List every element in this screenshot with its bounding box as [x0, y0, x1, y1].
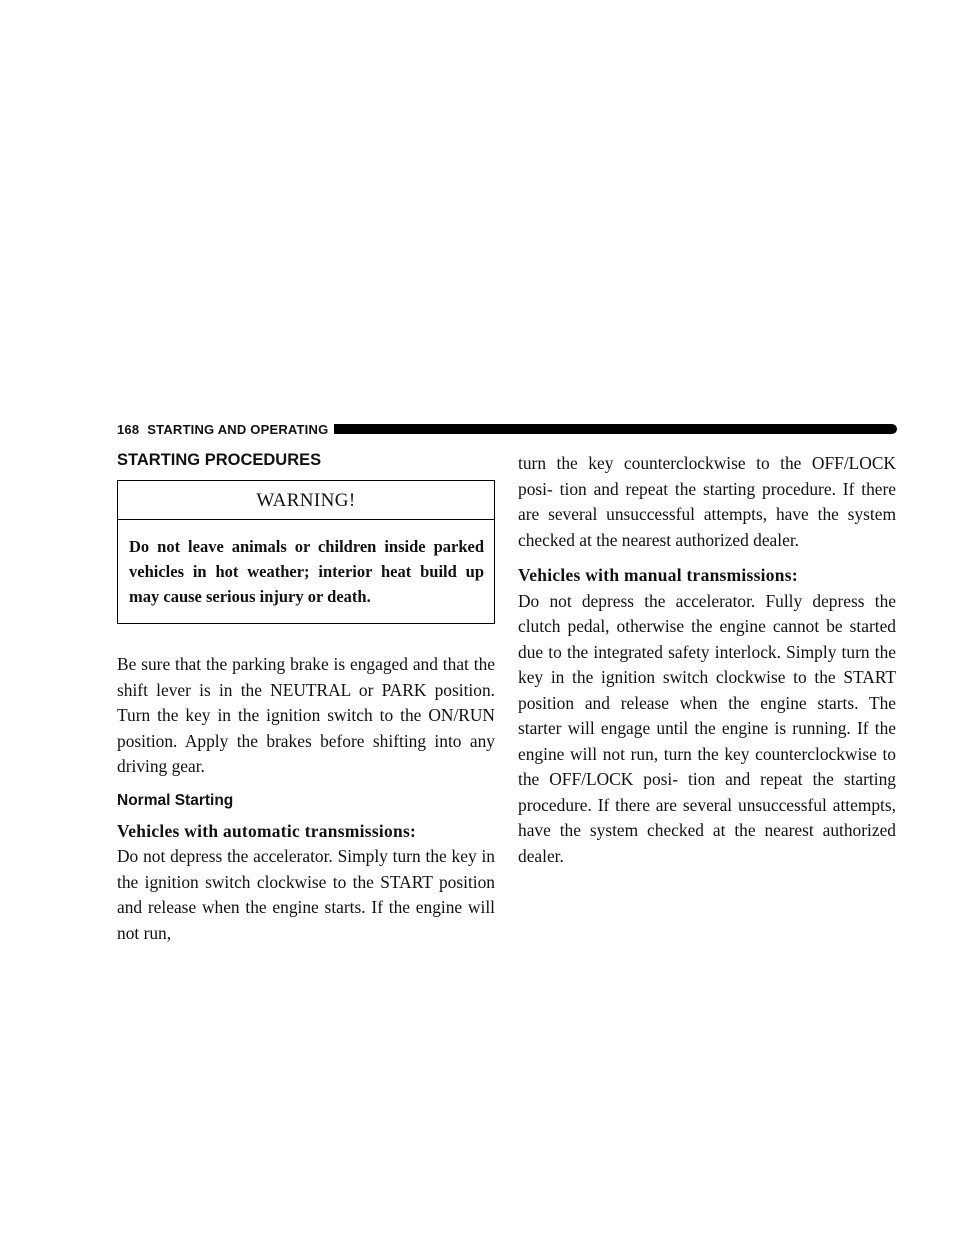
section-title: STARTING AND OPERATING	[147, 421, 329, 437]
automatic-paragraph-continued: turn the key counterclockwise to the OFF/LOCK posi- tion and repeat the starting procedure. If there are several unsuccessful attempts, have the system checked at the nearest authorized dealer.	[518, 453, 896, 550]
subsection-heading: Normal Starting	[117, 791, 234, 809]
right-column	[518, 451, 896, 869]
page-number: 168	[117, 421, 140, 437]
warning-title: WARNING!	[118, 481, 494, 520]
warning-box	[117, 480, 495, 624]
manual-heading: Vehicles with manual transmissions:	[518, 565, 798, 585]
page-header	[117, 420, 897, 438]
automatic-heading: Vehicles with automatic transmissions:	[117, 820, 417, 841]
manual-paragraph: Do not depress the accelerator. Fully depress the clutch pedal, otherwise the engine cannot be started due to the integrated safety interlock. Simply turn the key in the ignition switch clockwise to the START position and release when the engine starts. The starter will engage until the engine is running. If the engine will not run, turn the key counterclockwise to the OFF/LOCK posi- tion and repeat the starting procedure. If there are several unsuccessful attempts, have the system checked at the nearest authorized dealer.	[518, 590, 896, 866]
left-column	[117, 448, 495, 946]
header-rule	[334, 424, 897, 434]
warning-text: Do not leave animals or children inside parked vehicles in hot weather; interior heat build up may cause serious injury or death.	[129, 537, 484, 606]
section-heading: STARTING PROCEDURES	[117, 451, 322, 469]
intro-paragraph: Be sure that the parking brake is engaged and that the shift lever is in the NEUTRAL or PARK position. Turn the key in the ignition switch to the ON/RUN position. Apply the brakes before shifting into any driving gear.	[117, 654, 495, 776]
automatic-paragraph: Do not depress the accelerator. Simply turn the key in the ignition switch clockwise to the START position and release when the engine starts. If the engine will not run,	[117, 846, 495, 943]
